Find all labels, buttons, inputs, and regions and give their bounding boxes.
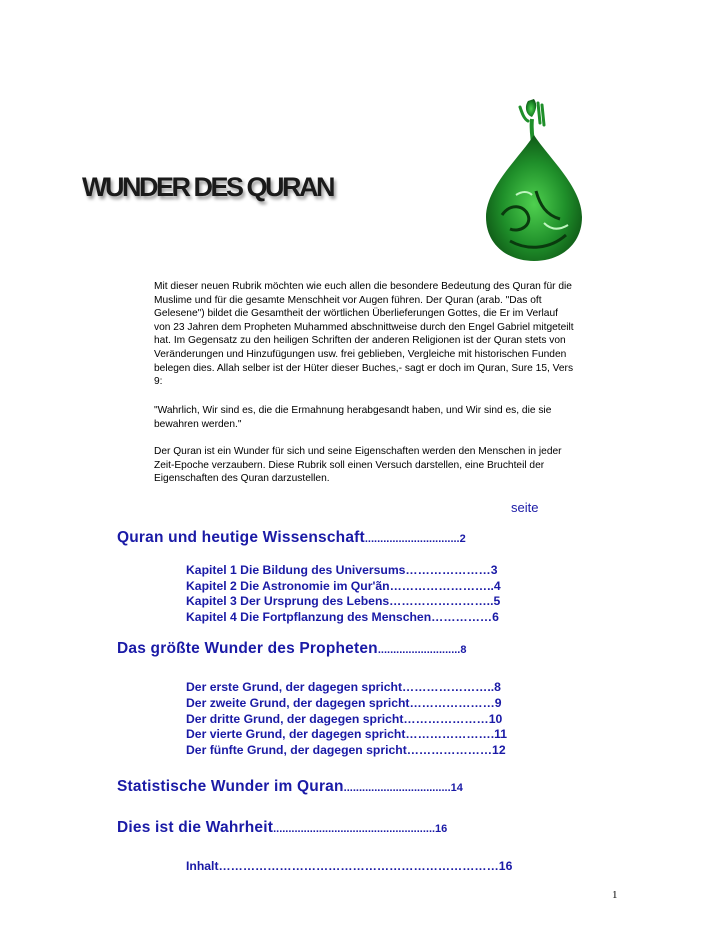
page-number: 1	[612, 889, 618, 901]
toc-item[interactable]: Kapitel 4 Die Fortpflanzung des Menschen……………6	[186, 610, 499, 624]
green-calligraphy-emblem-icon	[480, 95, 588, 265]
toc-item[interactable]: Kapitel 2 Die Astronomie im Qur'ãn……………………..4	[186, 579, 501, 593]
quran-quote: "Wahrlich, Wir sind es, die die Ermahnung herabgesandt haben, und Wir sind es, die sie bewahren werden."	[154, 405, 552, 430]
page-title: WUNDER DES QURAN	[82, 172, 334, 202]
toc-item[interactable]: Der fünfte Grund, der dagegen spricht…………………12	[186, 743, 506, 757]
intro-paragraph: Mit dieser neuen Rubrik möchten wie euch allen die besondere Bedeutung des Quran für die Muslime und für die gesamte Menschheit vor Augen führen. Der Quran (arab. "Das oft Gelesene") bildet die Gesamtheit der wörtlichen Überlieferungen Gottes, die Er im Verlauf von 23 Jahren dem Propheten Muhammed abschnittweise durch den Engel Gabriel mitgeteilt hat. Im Gegensatz zu den heiligen Schriften der anderen Religionen ist der Quran stets von Veränderungen und Hinzufügungen usw. frei geblieben, Vergleiche mit historischen Funden belegen dies. Allah selber ist der Hüter dieser Buches,- sagt er doch im Quran, Sure 15, Vers 9:	[154, 281, 574, 388]
toc-section-wunder-propheten[interactable]	[117, 640, 466, 658]
toc-section-title: Statistische Wunder im Quran	[117, 778, 344, 795]
toc-section-wahrheit[interactable]	[117, 819, 447, 837]
toc-section-statistische-wunder[interactable]	[117, 778, 463, 796]
toc-item[interactable]: Kapitel 1 Die Bildung des Universums…………………3	[186, 563, 498, 577]
toc-section-title: Das größte Wunder des Propheten	[117, 640, 378, 657]
toc-item[interactable]: Inhalt……………………………………………………………16	[186, 859, 513, 873]
toc-leader: .....................................................16	[273, 823, 448, 835]
intro-paragraph-closing: Der Quran ist ein Wunder für sich und seine Eigenschaften werden den Menschen in jeder Zeit-Epoche verzaubern. Diese Rubrik soll einen Versuch darstellen, eine Bruchteil der Eigenschaften des Quran darzustellen.	[154, 446, 562, 485]
toc-section-title: Dies ist die Wahrheit	[117, 819, 274, 836]
toc-item[interactable]: Der erste Grund, der dagegen spricht…………………..8	[186, 680, 501, 694]
toc-item[interactable]: Der vierte Grund, der dagegen spricht………………….11	[186, 727, 508, 741]
page-column-label: seite	[511, 500, 539, 515]
toc-item[interactable]: Der dritte Grund, der dagegen spricht…………………10	[186, 712, 503, 726]
toc-leader: ...................................14	[343, 782, 463, 794]
toc-leader: ...............................2	[364, 533, 466, 545]
toc-item[interactable]: Der zweite Grund, der dagegen spricht…………………9	[186, 696, 502, 710]
toc-section-quran-wissenschaft[interactable]	[117, 529, 466, 547]
toc-item[interactable]: Kapitel 3 Der Ursprung des Lebens……………………..5	[186, 594, 501, 608]
toc-section-title: Quran und heutige Wissenschaft	[117, 529, 365, 546]
toc-leader: ...........................8	[377, 644, 467, 656]
